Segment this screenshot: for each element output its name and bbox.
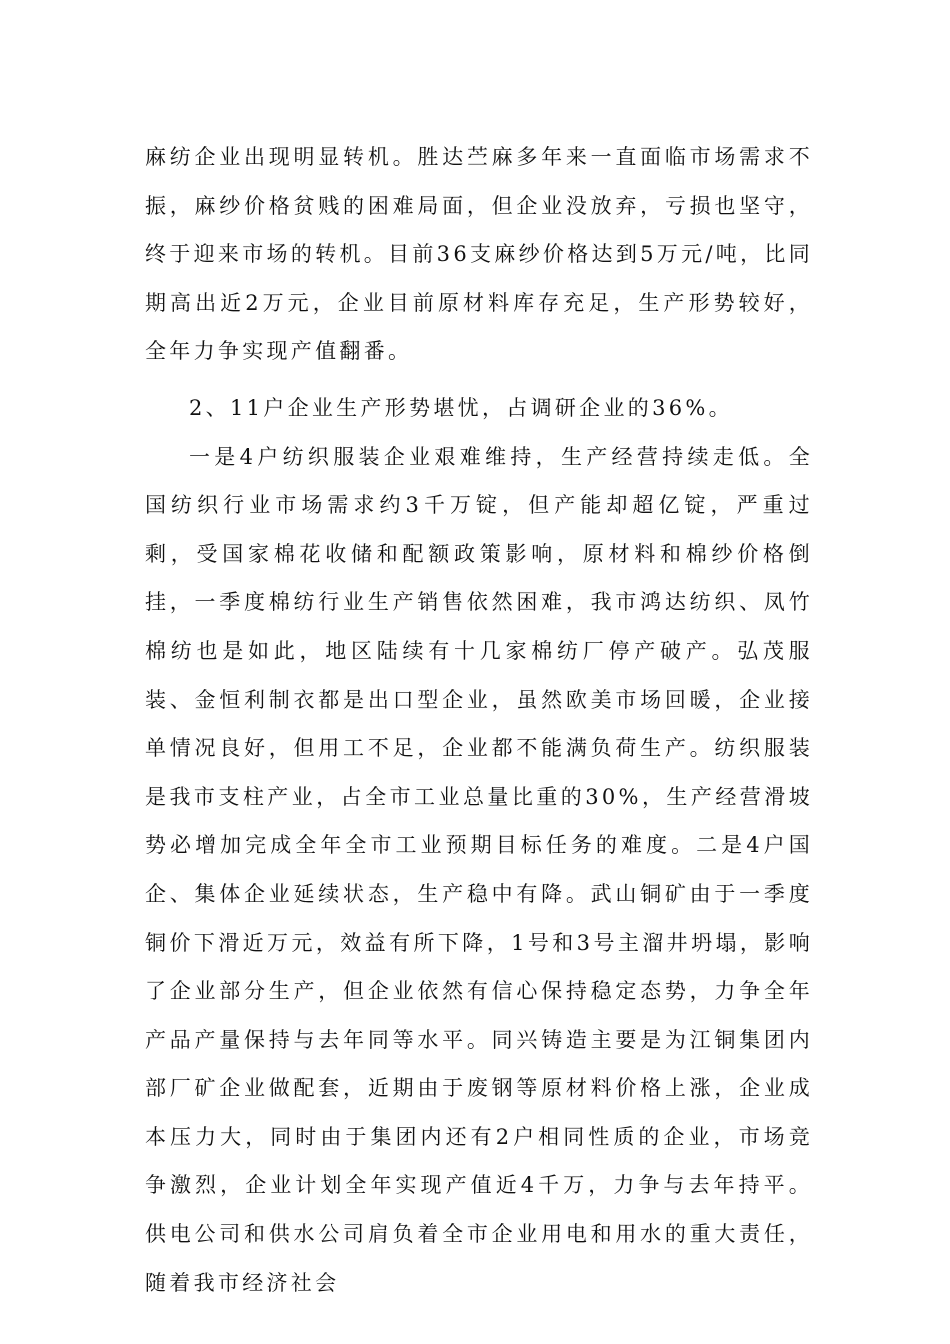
section-heading-paragraph: 2、11户企业生产形势堪忧，占调研企业的36%。: [189, 395, 733, 420]
document-body: [145, 133, 813, 1307]
paragraph-continued: 麻纺企业出现明显转机。胜达苎麻多年来一直面临市场需求不振，麻纱价格贫贱的困难局面，但企业没放弃，亏损也坚守，终于迎来市场的转机。目前36支麻纱价格达到5万元/吨，比同期高出近2万元，企业目前原材料库存充足，生产形势较好，全年力争实现产值翻番。: [145, 145, 813, 364]
paragraph-body: 一是4户纺织服装企业艰难维持，生产经营持续走低。全国纺织行业市场需求约3千万锭，但产能却超亿锭，严重过剩，受国家棉花收储和配额政策影响，原材料和棉纱价格倒挂，一季度棉纺行业生产销售依然困难，我市鸿达纺织、凤竹棉纺也是如此，地区陆续有十几家棉纺厂停产破产。弘茂服装、金恒利制衣都是出口型企业，虽然欧美市场回暖，企业接单情况良好，但用工不足，企业都不能满负荷生产。纺织服装是我市支柱产业，占全市工业总量比重的30%，生产经营滑坡势必增加完成全年全市工业预期目标任务的难度。二是4户国企、集体企业延续状态，生产稳中有降。武山铜矿由于一季度铜价下滑近万元，效益有所下降，1号和3号主溜井坍塌，影响了企业部分生产，但企业依然有信心保持稳定态势，力争全年产品产量保持与去年同等水平。同兴铸造主要是为江铜集团内部厂矿企业做配套，近期由于废钢等原材料价格上涨，企业成本压力大，同时由于集团内还有2户相同性质的企业，市场竞争激烈，企业计划全年实现产值近4千万，力争与去年持平。供电公司和供水公司肩负着全市企业用电和用水的重大责任，随着我市经济社会: [145, 444, 813, 1295]
